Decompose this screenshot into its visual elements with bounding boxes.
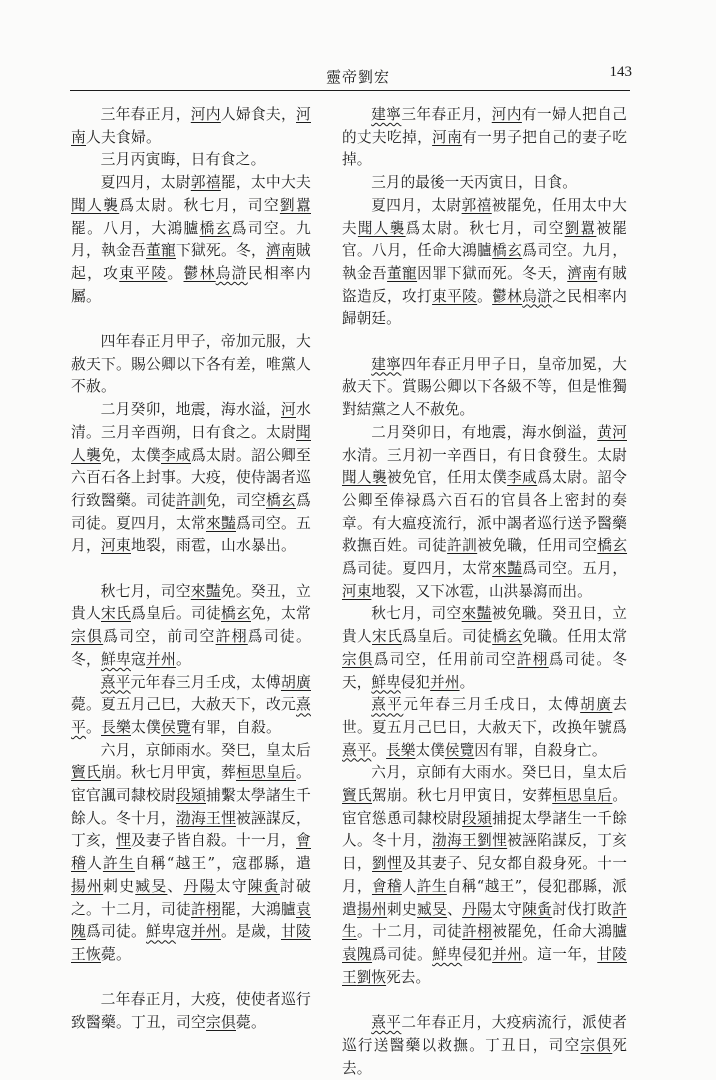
person-name: 陳夤 <box>247 877 280 895</box>
text-run: 三月的最後一天丙寅日，日食。 <box>371 174 577 192</box>
person-name: 桓思皇后 <box>552 787 613 805</box>
place-name: 并州 <box>191 923 221 941</box>
person-name: 郭禧 <box>461 196 492 214</box>
text-run: 下獄死。冬， <box>176 242 266 260</box>
text-run: 崩。秋七月甲寅，葬 <box>101 764 236 782</box>
text-run: 薨。夏五月己巳，大赦天下，改元 <box>71 696 296 714</box>
text-run: 及妻子皆自殺。十一月， <box>131 832 296 850</box>
person-name: 聞人襲 <box>357 219 406 237</box>
text-run: 地裂，雨雹，山水暴出。 <box>131 537 296 555</box>
place-name: 并州 <box>492 946 523 963</box>
text-run: 爲司空，任用前司空 <box>373 650 517 668</box>
text-run: 爲太尉。秋七月，司空 <box>119 196 280 214</box>
text-run: 。十二月，司徒 <box>357 923 463 941</box>
person-name: 李咸 <box>161 446 191 464</box>
text-run: 免職。任用太常 <box>522 628 628 646</box>
text-run: 六月，京師有大雨水。癸巳日，皇太后 <box>371 764 627 782</box>
person-name: 許栩 <box>462 923 493 941</box>
person-name: 劉恢 <box>356 968 387 986</box>
section-gap <box>342 331 627 354</box>
person-name: 聞人襲 <box>71 423 311 464</box>
person-name: 宗俱 <box>205 1014 236 1032</box>
text-run: 賊起，攻 <box>71 242 311 282</box>
text-run: 。宦官慫恿司隸校尉 <box>342 787 628 827</box>
place-name: 長樂 <box>386 741 416 759</box>
text-run: 。宦官諷司隸校尉 <box>71 764 311 805</box>
place-name: 揚州 <box>357 900 388 918</box>
place-name: 并州 <box>430 673 460 691</box>
original-paragraph <box>71 172 311 308</box>
person-name: 劉囂 <box>564 219 597 237</box>
section-gap <box>342 989 627 1012</box>
text-run: 有賊盜造反，攻打 <box>342 264 627 305</box>
place-name: 甘陵王 <box>342 946 627 986</box>
text-run: 水清。三月初一辛酉日，有日食發生。太尉 <box>342 446 627 464</box>
person-name: 宋氏 <box>101 605 131 623</box>
text-run: 免。癸丑，立貴人 <box>71 582 311 623</box>
person-name: 橋玄 <box>221 605 251 623</box>
person-name: 臧旻 <box>417 900 448 918</box>
person-name: 胡廣 <box>580 696 613 714</box>
text-run: 爲司空。五月， <box>522 560 628 578</box>
person-name: 來豔 <box>190 582 221 600</box>
text-run: 二年春正月，大疫，使使者巡行致醫藥。丁丑，司空 <box>71 991 311 1032</box>
person-name: 許生 <box>102 855 135 873</box>
place-name: 河東 <box>101 537 131 555</box>
text-run: 死去。 <box>342 1036 627 1077</box>
person-name: 橋玄 <box>492 242 523 260</box>
text-run: 。這一年， <box>522 946 598 963</box>
text-run: 人 <box>86 855 103 873</box>
place-name: 會稽 <box>371 877 402 895</box>
text-run: 太守 <box>492 900 523 918</box>
text-run: 人婦食夫， <box>220 106 296 123</box>
text-run: 爲皇后。司徒 <box>131 605 221 623</box>
section-gap <box>71 308 311 331</box>
person-name: 宗俱 <box>71 628 104 646</box>
text-run: 四年春正月甲子，帝加元服，大赦天下。賜公卿以下各有差，唯黨人不赦。 <box>71 333 311 396</box>
text-run: 寇 <box>176 923 191 941</box>
text-run: 捕捉太學諸生一千餘人。冬十月， <box>342 809 628 850</box>
text-run: 爲司空。五月， <box>71 514 311 555</box>
person-name: 悝 <box>221 809 236 827</box>
original-paragraph <box>71 672 311 740</box>
text-run: 。 <box>459 673 475 691</box>
person-name: 來豔 <box>205 514 236 532</box>
person-name: 來豔 <box>461 605 492 623</box>
text-run: 秋七月，司空 <box>100 582 191 600</box>
text-run: 被免職。癸丑日，立貴人 <box>342 605 627 646</box>
place-name: 東平陵 <box>432 287 478 305</box>
text-run: 夏四月，太尉 <box>100 174 191 192</box>
person-name: 橋玄 <box>597 537 628 555</box>
text-run: 討破之。十二月，司徒 <box>71 877 311 918</box>
text-run: 爲司徒。 <box>86 923 146 941</box>
section-gap <box>71 558 311 581</box>
text-run: 討伐打敗 <box>552 900 613 918</box>
text-run: 爲皇后。司徒 <box>402 628 493 646</box>
text-run: 免，太僕 <box>101 446 161 464</box>
text-run: 爲司空。九月，執金吾 <box>71 219 311 260</box>
person-name: 陳夤 <box>522 900 553 918</box>
era-name: 熹平 <box>371 1014 402 1032</box>
original-paragraph <box>71 989 311 1034</box>
era-name: 熹平 <box>342 741 372 759</box>
text-run: 四年春正月甲子日，皇帝加冕，大赦天下。賞賜公卿以下各級不等，但是惟獨對結黨之人不赦免。 <box>342 355 627 419</box>
text-run: 因罪下獄而死。冬天， <box>417 264 568 282</box>
text-run: 二月癸卯日，有地震，海水倒溢， <box>371 423 598 441</box>
text-run: 二月癸卯，地震，海水溢， <box>100 401 281 419</box>
text-run: 。 <box>86 718 101 736</box>
text-run: 及其妻子、兒女都自殺身死。十一月， <box>342 855 628 895</box>
text-run: 。 <box>167 264 184 282</box>
person-name: 劉悝 <box>477 832 508 850</box>
text-run: 被罷免，任命大鴻臚 <box>492 923 628 941</box>
era-name: 熹平 <box>71 696 311 736</box>
header-rule <box>70 90 630 91</box>
text-run: 人夫食婦。 <box>86 128 161 146</box>
place-name: 濟南 <box>567 264 598 282</box>
original-text-column <box>71 104 311 1035</box>
person-name: 段熲 <box>176 787 206 805</box>
person-name: 橋玄 <box>492 628 523 646</box>
translation-paragraph <box>342 104 627 172</box>
text-run: 侵犯 <box>462 946 493 963</box>
translation-column <box>342 104 627 1080</box>
person-name: 許訓 <box>176 491 206 509</box>
text-run: 爲司徒。夏四月，太常 <box>71 491 311 532</box>
person-name: 侯覽 <box>444 741 475 759</box>
place-name: 東平陵 <box>119 264 168 282</box>
text-run: 二年春正月，大疫病流行，派使者巡行送醫藥以救撫。丁丑日，司空 <box>342 1014 627 1054</box>
text-run: 水清。三月辛酉朔，日有食之。太尉 <box>71 401 311 441</box>
text-run: 有罪，自殺。 <box>191 718 281 736</box>
ethnic-name: 鮮卑 <box>432 946 463 963</box>
translation-paragraph <box>342 694 627 762</box>
text-run: 、 <box>167 877 184 895</box>
text-run: 寇 <box>131 650 146 668</box>
place-name: 河南 <box>432 128 463 146</box>
ethnic-name: 烏滸 <box>215 264 248 282</box>
place-name: 渤海王 <box>432 832 478 850</box>
person-name: 許栩 <box>190 900 221 918</box>
text-run: 爲司空。九月，執金吾 <box>342 242 628 282</box>
translation-paragraph <box>342 195 627 331</box>
original-paragraph <box>71 331 311 399</box>
text-run: 。 <box>371 741 387 759</box>
text-run: 爲司徒。冬， <box>71 628 311 668</box>
translation-paragraph <box>342 1012 627 1080</box>
text-run: 。 <box>477 287 493 305</box>
text-run: 被罷官。八月，任命大鴻臚 <box>342 219 627 260</box>
text-run: 有一男子把自己的妻子吃掉。 <box>342 128 628 169</box>
era-name: 建寧 <box>371 355 402 373</box>
translation-paragraph <box>342 603 627 694</box>
person-name: 胡廣 <box>280 673 311 691</box>
person-name: 段熲 <box>462 809 493 827</box>
person-name: 臧旻 <box>135 877 168 895</box>
place-name: 會稽 <box>71 832 311 873</box>
text-run: 太僕 <box>131 718 161 736</box>
text-run: 夏四月，太尉 <box>371 196 462 214</box>
text-run: 爲太尉。秋七月，司空 <box>405 219 565 237</box>
text-run: 元年春三月壬戌日，太傅 <box>403 696 581 714</box>
ethnic-name: 鮮卑 <box>146 923 176 941</box>
text-run: 。 <box>176 650 191 668</box>
original-paragraph <box>71 581 311 672</box>
person-name: 劉囂 <box>279 196 311 214</box>
person-name: 宗俱 <box>580 1036 613 1054</box>
ethnic-name: 鮮卑 <box>101 650 131 668</box>
original-paragraph <box>71 149 311 172</box>
ethnic-name: 鮮卑 <box>371 673 401 691</box>
text-run: 爲司徒。夏四月，太常 <box>342 560 493 578</box>
era-name: 熹平 <box>100 673 131 691</box>
ethnic-name: 烏滸 <box>522 287 553 305</box>
text-run: 免，太常 <box>251 605 311 623</box>
place-name: 丹陽 <box>462 900 493 918</box>
text-run: 民相率内屬。 <box>71 264 311 305</box>
text-run: 人 <box>401 877 417 895</box>
place-name: 河内 <box>491 106 522 123</box>
text-run: 地裂，又下冰雹，山洪暴瀉而出。 <box>371 582 592 600</box>
text-run: 、 <box>447 900 463 918</box>
text-run: 六月，京師雨水。癸巳，皇太后 <box>100 741 311 759</box>
person-name: 悝 <box>116 832 131 850</box>
person-name: 許生 <box>416 877 447 895</box>
text-run: 薨。 <box>101 945 131 963</box>
text-run: 爲司徒。 <box>372 946 433 963</box>
text-run: 太僕 <box>415 741 445 759</box>
text-run: 爲太尉。詔公卿至六百石各上封事。大疫，使侍謁者巡行致醫藥。司徒 <box>71 446 311 509</box>
person-name: 許栩 <box>215 628 248 646</box>
text-run: 之民相率内歸朝廷。 <box>342 287 627 328</box>
text-run: 去世。夏五月己巳日，大赦天下，改换年號爲 <box>342 696 628 736</box>
text-run: 免，司空 <box>206 491 266 509</box>
translation-paragraph <box>342 422 627 604</box>
place-name: 渤海王 <box>176 809 221 827</box>
person-name: 橋玄 <box>199 219 232 237</box>
place-name: 河南 <box>71 106 311 146</box>
place-name: 鬱林 <box>492 287 523 305</box>
person-name: 李咸 <box>507 469 538 487</box>
page-number: 143 <box>609 64 632 80</box>
era-name: 熹平 <box>371 696 404 714</box>
place-name: 并州 <box>146 650 176 668</box>
place-name: 丹陽 <box>183 877 216 895</box>
place-name: 甘陵王 <box>71 923 311 963</box>
text-run: 薨。 <box>235 1014 266 1032</box>
text-run: 爲太尉。詔令公卿至俸禄爲六百石的官員各上密封的奏章。有大瘟疫流行，派中謁者巡行送予醫藥救撫百姓。司徒 <box>342 469 627 555</box>
person-name: 許栩 <box>516 650 549 668</box>
text-run: 秋七月，司空 <box>371 605 462 623</box>
text-run: 捕繫太學諸生千餘人。冬十月， <box>71 787 311 827</box>
person-name: 宋氏 <box>372 628 403 646</box>
place-name: 河内 <box>190 106 221 123</box>
person-name: 來豔 <box>492 560 523 578</box>
running-header-title: 靈帝劉宏 <box>325 68 390 86</box>
text-run: 駕崩。秋七月甲寅日，安葬 <box>372 787 553 805</box>
text-run: 死去。 <box>386 968 431 986</box>
text-run: 被罷免，任用太中大夫 <box>342 196 627 237</box>
text-run: 罷，太中大夫 <box>220 174 311 192</box>
original-paragraph <box>71 740 311 967</box>
text-run: 被誣謀反，丁亥， <box>71 809 311 850</box>
text-run: 。是歲， <box>221 923 281 941</box>
person-name: 董寵 <box>146 242 176 260</box>
original-paragraph <box>71 104 311 149</box>
person-name: 恢 <box>86 945 101 963</box>
place-name: 鬱林 <box>183 264 216 282</box>
text-run: 侵犯 <box>400 673 431 691</box>
running-header <box>0 0 716 96</box>
section-gap <box>71 967 311 990</box>
person-name: 竇氏 <box>71 764 101 782</box>
person-name: 許生 <box>342 900 627 941</box>
person-name: 聞人襲 <box>342 469 388 487</box>
text-run: 被免官，任用太僕 <box>387 469 508 487</box>
text-run: 自稱“越王”，侵犯郡縣，派遣 <box>342 877 627 918</box>
translation-paragraph <box>342 172 627 195</box>
text-run: 三月丙寅晦，日有食之。 <box>100 151 266 169</box>
person-name: 聞人襲 <box>71 196 120 214</box>
person-name: 袁隗 <box>71 900 311 941</box>
person-name: 郭禧 <box>190 174 221 192</box>
text-run: 自稱“越王”，寇郡縣，遣 <box>134 855 312 873</box>
text-run: 爲司徒。冬天， <box>342 650 628 691</box>
place-name: 河東 <box>342 582 372 600</box>
translation-paragraph <box>342 762 627 989</box>
text-run: 罷，大鴻臚 <box>220 900 296 918</box>
person-name: 董寵 <box>387 264 418 282</box>
person-name: 袁隗 <box>342 946 373 963</box>
text-run: 被誣陷謀反，丁亥日， <box>342 832 627 873</box>
text-run: 太守 <box>215 877 248 895</box>
text-run: 因有罪，自殺身亡。 <box>474 741 607 759</box>
text-run: 有一婦人把自己的丈夫吃掉， <box>342 106 627 146</box>
person-name: 桓思皇后 <box>235 764 296 782</box>
translation-paragraph <box>342 354 627 422</box>
text-run: 三年春正月， <box>401 106 492 123</box>
place-name: 河 <box>280 401 296 419</box>
text-run: 爲司空，前司空 <box>103 628 216 646</box>
text-run: 刺史 <box>103 877 136 895</box>
text-run: 被免職，任用司空 <box>477 537 598 555</box>
original-paragraph <box>71 399 311 558</box>
person-name: 橋玄 <box>266 491 296 509</box>
era-name: 建寧 <box>371 106 402 123</box>
person-name: 許訓 <box>447 537 478 555</box>
person-name: 宗俱 <box>342 650 374 668</box>
text-run: 罷。八月，大鴻臚 <box>71 219 200 237</box>
person-name: 侯覽 <box>161 718 191 736</box>
person-name: 竇氏 <box>342 787 373 805</box>
place-name: 黄河 <box>597 423 627 441</box>
text-run: 三年春正月， <box>100 106 191 123</box>
place-name: 濟南 <box>266 242 296 260</box>
person-name: 劉悝 <box>372 855 403 873</box>
place-name: 長樂 <box>101 718 131 736</box>
place-name: 揚州 <box>71 877 104 895</box>
text-run: 刺史 <box>387 900 418 918</box>
text-run: 元年春三月壬戌，太傅 <box>130 673 281 691</box>
